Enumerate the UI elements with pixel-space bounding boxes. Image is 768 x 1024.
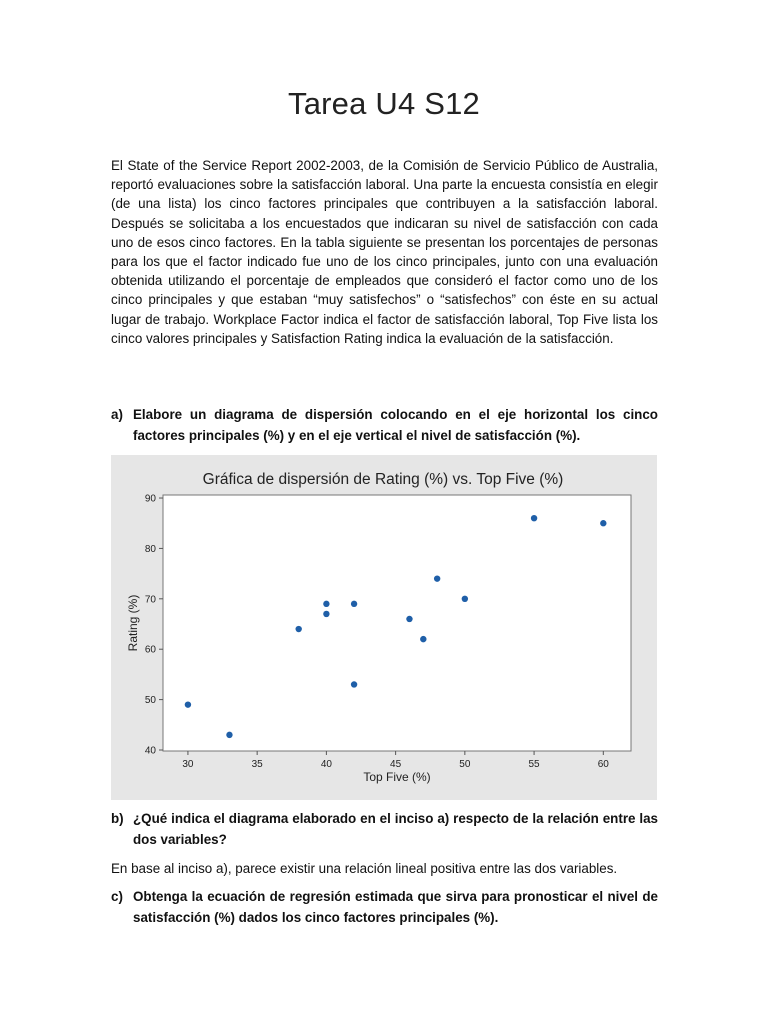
intro-paragraph: El State of the Service Report 2002-2003, de la Comisión de Servicio Público de Australia, reportó evaluaciones sobre la satisfacción laboral. Una parte la encuesta consistía en elegir (de una lista) los cinco factores principales que contribuyen a la satisfacción laboral. Después se solicitaba a los encuestados que indicaran su nivel de satisfacción con cada uno de esos cinco factores. En la tabla siguiente se presentan los porcentajes de personas para los que el factor indicado fue uno de los cinco principales, junto con una evaluación obtenida utilizando el porcentaje de empleados que consideró el factor como uno de los cinco principales y que estaban “muy satisfechos” o “satisfechos” con éste en su actual lugar de trabajo. Workplace Factor indica el factor de satisfacción laboral, Top Five lista los cinco valores principales y Satisfaction Rating indica la evaluación de la satisfacción. (111, 158, 658, 346)
x-tick-label: 30 (182, 759, 194, 770)
x-tick-label: 55 (528, 759, 540, 770)
question-a-label: a) (111, 407, 123, 422)
data-point (323, 611, 329, 617)
data-point (462, 596, 468, 602)
scatter-chart-svg (111, 455, 657, 800)
y-axis-ticks (145, 494, 163, 757)
data-point (420, 636, 426, 642)
question-c (111, 887, 658, 928)
question-a (111, 405, 658, 446)
data-point (295, 626, 301, 632)
data-point (185, 701, 191, 707)
x-tick-label: 50 (459, 759, 471, 770)
x-tick-label: 60 (597, 759, 609, 770)
question-b-text: ¿Qué indica el diagrama elaborado en el inciso a) respecto de la relación entre las dos variables? (133, 811, 658, 847)
data-point (226, 732, 232, 738)
page-title: Tarea U4 S12 (288, 86, 480, 121)
x-axis-label: Top Five (%) (363, 770, 431, 784)
y-tick-label: 70 (144, 594, 156, 606)
question-a-text: Elabore un diagrama de dispersión colocando en el eje horizontal los cinco factores principales (%) y en el eje vertical el nivel de satisfacción (%). (133, 407, 658, 443)
scatter-chart (111, 455, 657, 800)
data-point (434, 575, 440, 581)
question-c-text: Obtenga la ecuación de regresión estimada que sirva para pronosticar el nivel de satisfacción (%) dados los cinco factores principales (%). (133, 889, 658, 925)
data-point (406, 616, 412, 622)
plot-area (163, 495, 631, 751)
chart-title: Gráfica de dispersión de Rating (%) vs. Top Five (%) (202, 471, 564, 488)
x-tick-label: 45 (390, 759, 402, 770)
question-c-label: c) (111, 889, 123, 904)
data-point (323, 601, 329, 607)
data-point (531, 515, 537, 521)
x-axis-ticks (182, 751, 609, 770)
question-b-label: b) (111, 811, 124, 826)
data-point (351, 681, 357, 687)
data-point (600, 520, 606, 526)
y-tick-label: 80 (144, 543, 156, 555)
x-tick-label: 40 (320, 759, 332, 770)
y-tick-label: 60 (144, 644, 156, 656)
y-tick-label: 50 (144, 695, 156, 707)
question-b (111, 809, 658, 850)
x-tick-label: 35 (251, 759, 263, 770)
answer-b: En base al inciso a), parece existir una relación lineal positiva entre las dos variables. (111, 861, 618, 876)
data-point (351, 601, 357, 607)
y-tick-label: 90 (144, 493, 156, 505)
y-tick-label: 40 (144, 745, 156, 757)
y-axis-label: Rating (%) (126, 594, 140, 652)
